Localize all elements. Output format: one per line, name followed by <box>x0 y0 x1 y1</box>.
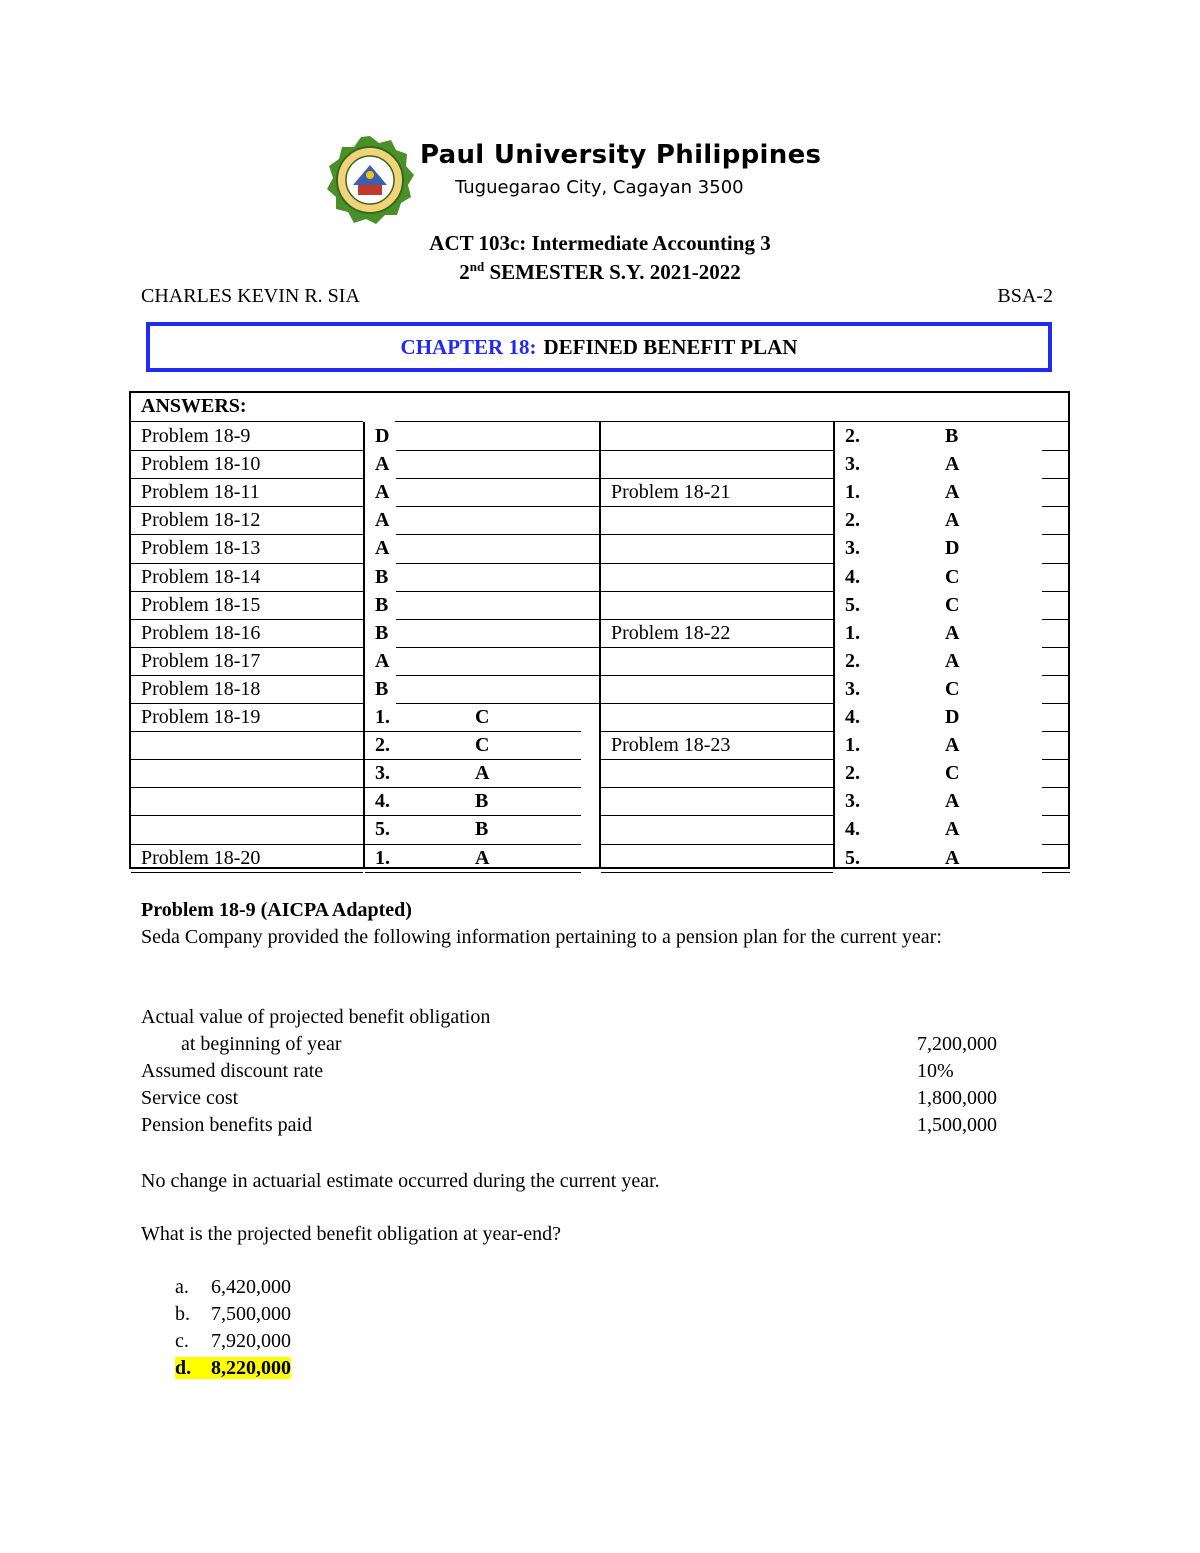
answer-letter: C <box>945 677 960 700</box>
row-rule <box>1042 450 1070 451</box>
row-rule <box>601 844 833 845</box>
answer-letter: A <box>945 790 960 813</box>
row-rule <box>365 815 581 816</box>
row-rule <box>1042 591 1070 592</box>
answer-letter: B <box>475 790 489 813</box>
item-number: 1. <box>375 846 390 869</box>
item-number: 2. <box>845 425 860 447</box>
problem-label: Problem 18-11 <box>141 481 260 504</box>
row-rule <box>1042 844 1070 845</box>
item-number: 5. <box>845 593 860 616</box>
row-rule <box>396 563 599 564</box>
data-row-value: 10% <box>917 1060 954 1082</box>
row-rule <box>1042 534 1070 535</box>
problem-label: Problem 18-16 <box>141 621 261 644</box>
student-section: BSA-2 <box>997 285 1053 307</box>
row-rule <box>601 647 833 648</box>
answer-letter: A <box>375 453 390 476</box>
answer-letter: A <box>375 481 390 504</box>
column-divider <box>599 422 601 868</box>
item-number: 3. <box>845 453 860 476</box>
data-row-label: Service cost <box>141 1087 239 1109</box>
data-row-label: Assumed discount rate <box>141 1060 324 1082</box>
answer-letter: B <box>945 425 959 447</box>
item-number: 1. <box>375 706 390 728</box>
answer-letter: A <box>375 509 390 532</box>
problem-intro: Seda Company provided the following information pertaining to a pension plan for the current year: <box>141 926 942 948</box>
row-rule <box>396 675 599 676</box>
problem-label: Problem 18-23 <box>611 734 731 757</box>
problem-label: Problem 18-9 <box>141 425 251 447</box>
item-number: 3. <box>375 762 390 785</box>
row-rule <box>365 787 581 788</box>
column-divider <box>833 422 835 868</box>
answer-letter: D <box>945 537 960 560</box>
problem-label: Problem 18-15 <box>141 593 261 616</box>
answer-letter: B <box>475 818 489 841</box>
chapter-banner <box>146 322 1052 372</box>
row-rule <box>131 787 363 788</box>
row-rule <box>365 844 581 845</box>
item-number: 1. <box>845 734 860 757</box>
row-rule <box>1042 619 1070 620</box>
item-number: 4. <box>845 565 860 588</box>
row-rule <box>601 759 833 760</box>
answer-letter: A <box>945 649 960 672</box>
problem-title: Problem 18-9 (AICPA Adapted) <box>141 899 412 921</box>
row-rule <box>396 450 599 451</box>
row-rule <box>601 534 833 535</box>
row-rule <box>1042 563 1070 564</box>
row-rule <box>396 647 599 648</box>
row-rule <box>131 759 363 760</box>
answer-letter: C <box>945 565 960 588</box>
item-number: 5. <box>845 846 860 869</box>
problem-label: Problem 18-14 <box>141 565 261 588</box>
university-seal-logo <box>325 135 415 225</box>
answer-letter: A <box>375 537 390 560</box>
answer-letter: D <box>945 706 960 728</box>
row-rule <box>1042 731 1070 732</box>
item-number: 2. <box>845 762 860 785</box>
problem-note: No change in actuarial estimate occurred during the current year. <box>141 1170 660 1192</box>
answer-letter: C <box>945 593 960 616</box>
item-number: 3. <box>845 677 860 700</box>
row-rule <box>396 619 599 620</box>
row-rule <box>601 591 833 592</box>
answer-letter: A <box>945 621 960 644</box>
choice-b: b. 7,500,000 <box>175 1303 291 1325</box>
row-rule <box>1042 872 1070 873</box>
problem-question: What is the projected benefit obligation at year-end? <box>141 1223 561 1245</box>
row-rule <box>1042 478 1070 479</box>
answers-heading: ANSWERS: <box>141 395 247 417</box>
choice-c: c. 7,920,000 <box>175 1330 291 1352</box>
row-rule <box>131 731 363 732</box>
answer-letter: B <box>375 677 389 700</box>
item-number: 2. <box>375 734 390 757</box>
row-rule <box>1042 675 1070 676</box>
row-rule <box>601 872 833 873</box>
row-rule <box>601 815 833 816</box>
answer-letter: A <box>945 818 960 841</box>
row-rule <box>395 421 1070 422</box>
student-name: CHARLES KEVIN R. SIA <box>141 285 360 307</box>
row-rule <box>1042 506 1070 507</box>
answer-letter: D <box>375 425 390 447</box>
answer-letter: A <box>945 734 960 757</box>
problem-label: Problem 18-21 <box>611 481 731 504</box>
row-rule <box>601 563 833 564</box>
answer-letter: C <box>475 706 490 728</box>
answer-letter: B <box>375 621 389 644</box>
problem-label: Problem 18-10 <box>141 453 261 476</box>
row-rule <box>365 872 581 873</box>
answer-letter: A <box>945 453 960 476</box>
row-rule <box>131 872 363 873</box>
item-number: 5. <box>375 818 390 841</box>
data-row-value: 1,800,000 <box>917 1087 997 1109</box>
choice-d-correct: d. 8,220,000 <box>175 1357 291 1379</box>
answer-letter: C <box>945 762 960 785</box>
item-number: 3. <box>845 790 860 813</box>
row-rule <box>396 591 599 592</box>
chapter-title: DEFINED BENEFIT PLAN <box>543 334 798 359</box>
course-title: ACT 103c: Intermediate Accounting 3 <box>429 231 771 255</box>
chapter-number: CHAPTER 18: <box>400 334 537 359</box>
column-divider <box>363 422 365 868</box>
row-rule <box>601 450 833 451</box>
row-rule <box>1042 787 1070 788</box>
row-rule <box>1042 647 1070 648</box>
row-rule <box>365 759 581 760</box>
item-number: 3. <box>845 537 860 560</box>
problem-label: Problem 18-13 <box>141 537 261 560</box>
problem-label: Problem 18-19 <box>141 706 261 728</box>
row-rule <box>131 815 363 816</box>
semester-line: 2nd SEMESTER S.Y. 2021-2022 <box>459 259 741 284</box>
answer-letter: B <box>375 565 389 588</box>
data-row-label: Pension benefits paid <box>141 1114 313 1136</box>
row-rule <box>1042 759 1070 760</box>
university-address: Tuguegarao City, Cagayan 3500 <box>455 177 744 198</box>
answer-letter: C <box>475 734 490 757</box>
choice-a: a. 6,420,000 <box>175 1276 291 1298</box>
data-row-label: at beginning of year <box>181 1033 342 1055</box>
problem-label: Problem 18-22 <box>611 621 731 644</box>
row-rule <box>1042 703 1070 704</box>
answer-letter: B <box>375 593 389 616</box>
row-rule <box>1042 815 1070 816</box>
item-number: 4. <box>375 790 390 813</box>
problem-label: Problem 18-12 <box>141 509 261 532</box>
answer-letter: A <box>475 846 490 869</box>
answer-letter: A <box>475 762 490 785</box>
problem-label: Problem 18-20 <box>141 846 261 869</box>
row-rule <box>396 506 599 507</box>
row-rule <box>601 506 833 507</box>
problem-label: Problem 18-18 <box>141 677 261 700</box>
row-rule <box>601 787 833 788</box>
item-number: 1. <box>845 481 860 504</box>
item-number: 1. <box>845 621 860 644</box>
answer-letter: A <box>375 649 390 672</box>
item-number: 2. <box>845 509 860 532</box>
row-rule <box>601 703 833 704</box>
answer-letter: A <box>945 509 960 532</box>
row-rule <box>396 534 599 535</box>
data-row-label: Actual value of projected benefit obligation <box>141 1006 491 1028</box>
answer-letter: A <box>945 846 960 869</box>
row-rule <box>365 731 581 732</box>
item-number: 2. <box>845 649 860 672</box>
data-row-value: 7,200,000 <box>917 1033 997 1055</box>
answers-table <box>129 391 1070 869</box>
row-rule <box>396 703 599 704</box>
university-name: Paul University Philippines <box>420 140 822 170</box>
data-row-value: 1,500,000 <box>917 1114 997 1136</box>
problem-label: Problem 18-17 <box>141 649 261 672</box>
answer-letter: A <box>945 481 960 504</box>
item-number: 4. <box>845 818 860 841</box>
item-number: 4. <box>845 706 860 728</box>
row-rule <box>601 675 833 676</box>
row-rule <box>396 478 599 479</box>
